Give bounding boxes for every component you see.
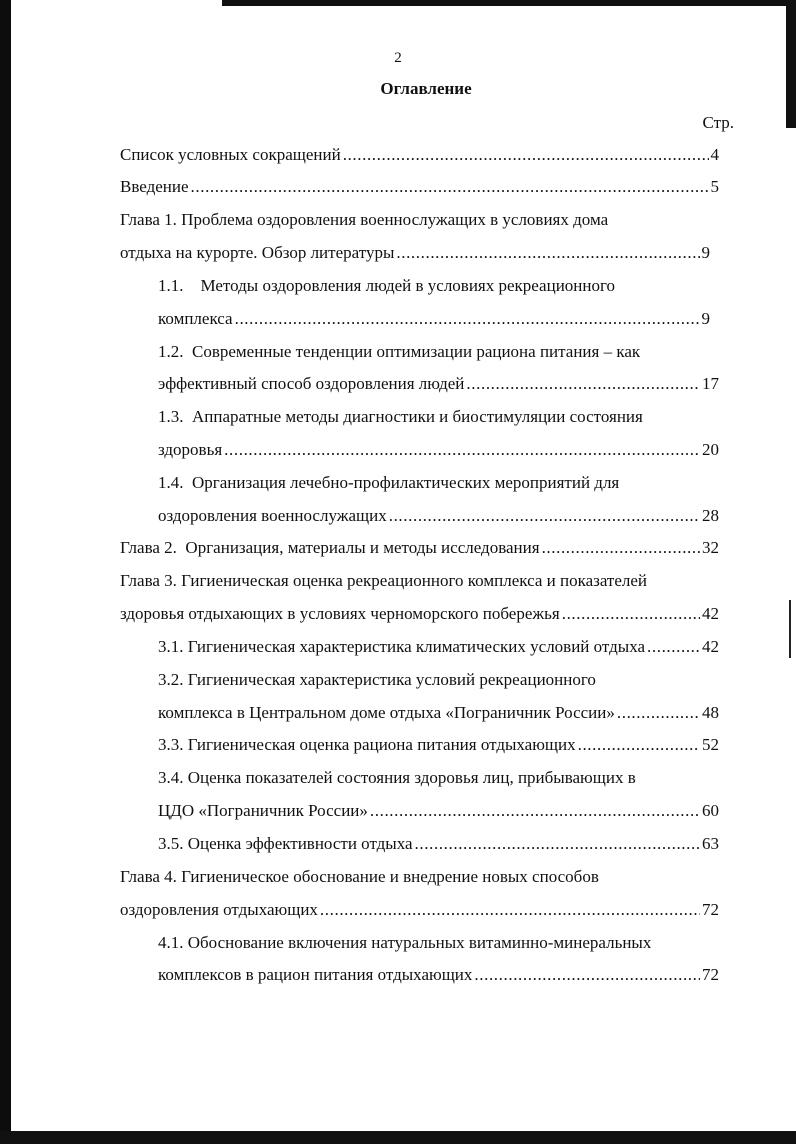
dot-leader <box>235 307 700 331</box>
toc-entry-page: 63 <box>702 834 719 853</box>
toc-entry-text: Глава 2. Организация, материалы и методы исследования <box>120 538 540 557</box>
toc-entry-text: здоровья отдыхающих в условиях черноморского побережья <box>120 604 560 623</box>
toc-entry-section-3-2-line1[interactable]: 3.2. Гигиеническая характеристика условий рекреационного <box>158 670 596 689</box>
toc-entry-page: 52 <box>702 735 719 754</box>
dot-leader <box>578 733 700 757</box>
toc-entry-abbreviations[interactable] <box>120 143 719 167</box>
toc-entry-page: 5 <box>710 177 719 196</box>
dot-leader <box>542 536 700 560</box>
toc-entry-section-1-4[interactable] <box>158 504 719 528</box>
toc-entry-section-1-1[interactable] <box>158 307 710 331</box>
dot-leader <box>562 602 700 626</box>
toc-entry-page: 9 <box>701 243 710 262</box>
dot-leader <box>343 143 709 167</box>
page-title: Оглавление <box>380 79 472 98</box>
toc-entry-section-3-4-line1[interactable]: 3.4. Оценка показателей состояния здоровья лиц, прибывающих в <box>158 768 636 787</box>
page-column-label: Стр. <box>702 113 734 132</box>
toc-entry-page: 4 <box>710 145 719 164</box>
toc-entry-section-3-2[interactable] <box>158 701 719 725</box>
toc-entry-chapter-3-line1[interactable]: Глава 3. Гигиеническая оценка рекреационного комплекса и показателей <box>120 571 648 590</box>
toc-entry-page: 42 <box>702 604 719 623</box>
toc-entry-section-4-1-line1[interactable]: 4.1. Обоснование включения натуральных витаминно-минеральных <box>158 933 652 952</box>
dot-leader <box>617 701 700 725</box>
scan-edge-top <box>222 0 796 6</box>
toc-entry-chapter-4-line1[interactable]: Глава 4. Гигиеническое обоснование и внедрение новых способов <box>120 867 599 886</box>
dot-leader <box>320 898 700 922</box>
toc-entry-page: 60 <box>702 801 719 820</box>
toc-entry-text: комплексов в рацион питания отдыхающих <box>158 965 473 984</box>
dot-leader <box>466 372 700 396</box>
toc-entry-chapter-3[interactable] <box>120 602 719 626</box>
toc-entry-text: оздоровления военнослужащих <box>158 506 387 525</box>
toc-entry-text: комплекса в Центральном доме отдыха «Пограничник России» <box>158 703 615 722</box>
toc-entry-section-3-4[interactable] <box>158 799 719 823</box>
toc-entry-text: 3.3. Гигиеническая оценка рациона питания отдыхающих <box>158 735 576 754</box>
toc-entry-section-1-3[interactable] <box>158 438 719 462</box>
toc-entry-text: Список условных сокращений <box>120 145 341 164</box>
dot-leader <box>370 799 700 823</box>
toc-entry-text: комплекса <box>158 309 233 328</box>
dot-leader <box>647 635 700 659</box>
toc-entry-page: 32 <box>702 538 719 557</box>
toc-entry-chapter-4[interactable] <box>120 898 719 922</box>
toc-entry-section-1-2[interactable] <box>158 372 719 396</box>
toc-entry-introduction[interactable] <box>120 175 719 199</box>
dot-leader <box>396 241 699 265</box>
dot-leader <box>415 832 700 856</box>
toc-entry-text: 3.1. Гигиеническая характеристика климатических условий отдыха <box>158 637 646 656</box>
toc-entry-text: оздоровления отдыхающих <box>120 900 318 919</box>
toc-entry-text: отдыха на курорте. Обзор литературы <box>120 243 395 262</box>
toc-entry-text: 3.5. Оценка эффективности отдыха <box>158 834 413 853</box>
toc-entry-page: 17 <box>702 374 719 393</box>
toc-entry-section-1-4-line1[interactable]: 1.4. Организация лечебно-профилактических мероприятий для <box>158 473 620 492</box>
scan-edge-mark <box>789 600 791 658</box>
dot-leader <box>191 175 709 199</box>
toc-entry-page: 72 <box>702 965 719 984</box>
toc-entry-page: 20 <box>702 440 719 459</box>
toc-entry-text: эффективный способ оздоровления людей <box>158 374 465 393</box>
toc-entry-section-1-3-line1[interactable]: 1.3. Аппаратные методы диагностики и биостимуляции состояния <box>158 407 643 426</box>
toc-entry-section-3-5[interactable] <box>158 832 719 856</box>
toc-entry-section-3-3[interactable] <box>158 733 719 757</box>
toc-entry-chapter-1[interactable] <box>120 241 710 265</box>
page-number: 2 <box>394 50 402 66</box>
toc-entry-section-1-2-line1[interactable]: 1.2. Современные тенденции оптимизации рациона питания – как <box>158 342 641 361</box>
dot-leader <box>389 504 700 528</box>
toc-entry-text: здоровья <box>158 440 223 459</box>
scan-edge-left <box>0 0 11 1144</box>
dot-leader <box>474 963 700 987</box>
scan-edge-bottom <box>0 1131 796 1144</box>
toc-entry-page: 28 <box>702 506 719 525</box>
dot-leader <box>224 438 700 462</box>
toc-entry-chapter-1-line1[interactable]: Глава 1. Проблема оздоровления военнослужащих в условиях дома <box>120 210 609 229</box>
toc-entry-section-3-1[interactable] <box>158 635 719 659</box>
toc-entry-page: 42 <box>702 637 719 656</box>
toc-entry-page: 48 <box>702 703 719 722</box>
toc-entry-page: 72 <box>702 900 719 919</box>
toc-entry-text: ЦДО «Пограничник России» <box>158 801 368 820</box>
toc-entry-section-4-1[interactable] <box>158 963 719 987</box>
toc-entry-page: 9 <box>701 309 710 328</box>
toc-entry-text: Введение <box>120 177 189 196</box>
toc-entry-section-1-1-line1[interactable]: 1.1. Методы оздоровления людей в условиях рекреационного <box>158 276 616 295</box>
toc-entry-chapter-2[interactable] <box>120 536 719 560</box>
